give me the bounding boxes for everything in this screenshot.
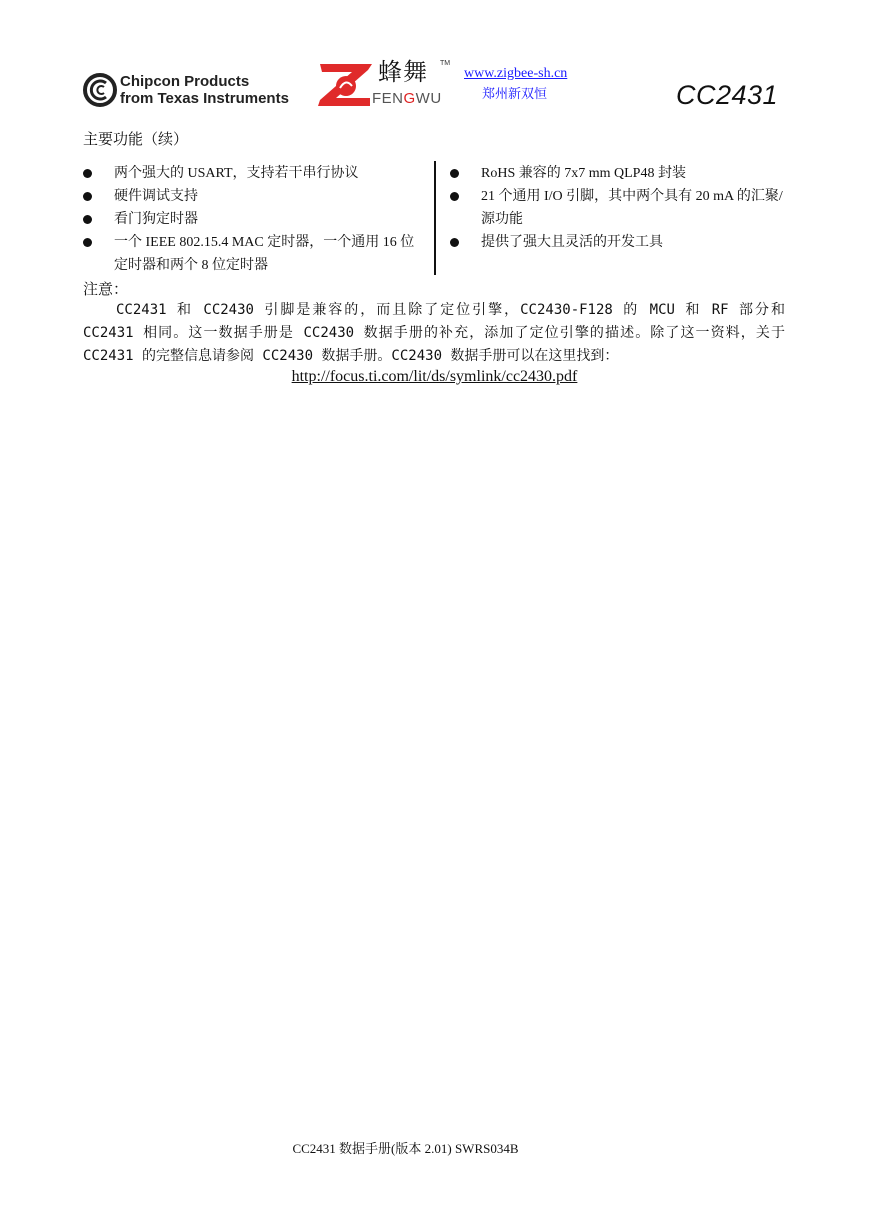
datasheet-link[interactable]: http://focus.ti.com/lit/ds/symlink/cc2430.pdf: [291, 368, 578, 385]
feature-text: 硬件调试支持: [114, 189, 198, 204]
fengwu-en-g: G: [403, 90, 416, 107]
fengwu-english-name: [372, 90, 442, 107]
feature-list-right: [450, 162, 790, 254]
bullet-icon: [83, 238, 92, 247]
feature-text: 21 个通用 I/O 引脚，其中两个具有 20 mA 的汇聚/源功能: [481, 189, 783, 227]
feature-text: 看门狗定时器: [114, 212, 198, 227]
fengwu-en-part-a: FEN: [372, 90, 404, 107]
feature-item: [450, 231, 790, 254]
bullet-icon: [450, 192, 459, 201]
fengwu-en-part-b: WU: [415, 90, 442, 107]
section-title: 主要功能（续）: [83, 130, 189, 148]
feature-item: [83, 162, 428, 185]
feature-text: 两个强大的 USART，支持若干串行协议: [114, 166, 359, 181]
feature-item: [83, 231, 428, 277]
bullet-icon: [83, 192, 92, 201]
feature-item: [83, 185, 428, 208]
page-footer: CC2431 数据手册(版本 2.01) SWRS034B: [292, 1141, 519, 1156]
trademark-mark: TM: [440, 60, 451, 67]
feature-text: 提供了强大且灵活的开发工具: [481, 235, 663, 250]
website-company-name: 郑州新双恒: [482, 87, 548, 102]
bullet-icon: [450, 238, 459, 247]
feature-list-left: [83, 162, 428, 277]
fengwu-chinese-name: 蜂舞: [378, 58, 428, 86]
note-body: CC2431 和 CC2430 引脚是兼容的，而且除了定位引擎，CC2430-F128 的 MCU 和 RF 部分和 CC2431 相同。这一数据手册是 CC2430 数据手册的补充，添加了定位引擎的描述。除了这一资料，关于 CC2431 的完整信息请参阅 CC2430 数据手册。CC2430 数据手册可以在这里找到：: [83, 302, 785, 364]
bullet-icon: [450, 169, 459, 178]
feature-item: [450, 185, 790, 231]
column-divider: [434, 161, 436, 275]
feature-text: RoHS 兼容的 7x7 mm QLP48 封装: [481, 166, 686, 181]
feature-text: 一个 IEEE 802.15.4 MAC 定时器，一个通用 16 位定时器和两个 8 位定时器: [114, 235, 415, 273]
bullet-icon: [83, 169, 92, 178]
note-label: 注意：: [83, 280, 129, 298]
chipcon-line-1: Chipcon Products: [120, 73, 250, 90]
fengwu-z-logo-icon: [316, 62, 376, 108]
website-link[interactable]: www.zigbee-sh.cn: [464, 66, 568, 81]
chipcon-line-2: from Texas Instruments: [120, 90, 289, 107]
feature-item: [83, 208, 428, 231]
note-link-container: [0, 368, 869, 386]
bullet-icon: [83, 215, 92, 224]
page-header: [0, 0, 869, 120]
part-number: CC2431: [676, 80, 779, 110]
ti-c-logo-icon: [82, 72, 118, 108]
chipcon-brand: [120, 73, 289, 107]
feature-item: [450, 162, 790, 185]
